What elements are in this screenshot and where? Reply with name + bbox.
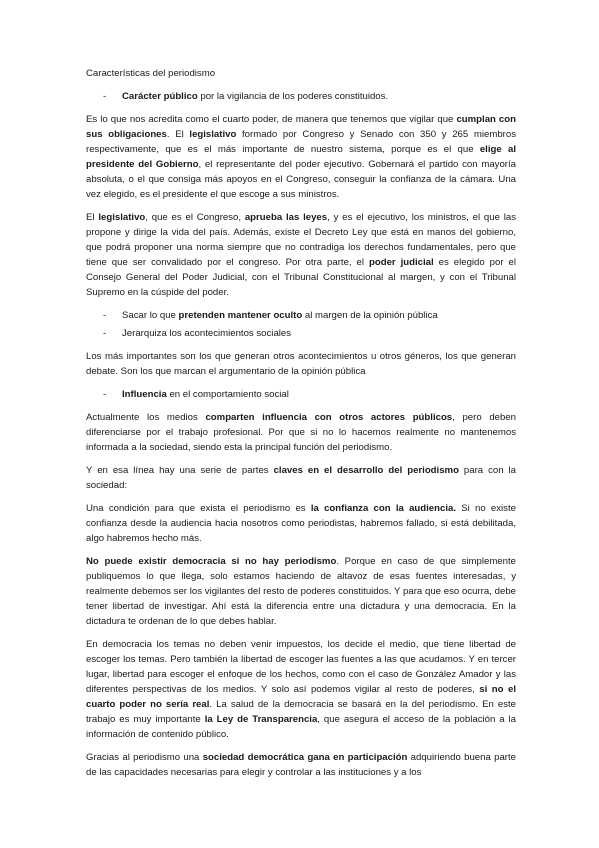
dash-bullet-icon: - [103, 389, 107, 400]
bullet-list-2 [86, 308, 516, 341]
paragraph-participacion: Gracias al periodismo una sociedad democrática gana en participación adquiriendo buena parte de las capacidades necesarias para elegir y controlar a las instituciones y a los [86, 752, 516, 778]
document-body [86, 66, 516, 788]
paragraph-cuarto-poder: Es lo que nos acredita como el cuarto poder, de manera que tenemos que vigilar que cumplan con sus obligaciones. El legislativo formado por Congreso y Senado con 350 y 265 miembros respectivamente, que es el más importante de nuestro sistema, porque es el que elige al presidente del Gobierno, el representante del poder ejecutivo. Gobernará el partido con mayoría absoluta, o el que consiga más apoyos en el Congreso, conseguir la confianza de la cámara. Una vez elegido, es el presidente el que escoge a sus ministros. [86, 114, 517, 200]
paragraph-influencia: Actualmente los medios comparten influencia con otros actores públicos, pero deben diferenciarse por el trabajo profesional. Por que si no lo hacemos realmente no mantenemos informada a la sociedad, siendo esta la principal función del periodismo. [86, 412, 516, 453]
dash-bullet-icon: - [103, 91, 107, 102]
section-heading: Características del periodismo [86, 68, 216, 79]
paragraph-legislativo: El legislativo, que es el Congreso, aprueba las leyes, y es el ejecutivo, los ministros, el que las propone y dirige la vida del país. Además, existe el Decreto Ley que está en manos del gobierno, que podrá proponer una norma siempre que no contradiga los derechos fundamentales, pero que tiene que ser convalidado por el congreso. Por otra parte, el poder judicial es elegido por el Consejo General del Poder Judicial, con el Tribunal Constitucional al margen, y con el Tribunal Supremo en la cúspide del poder. [86, 212, 516, 298]
list-item: - Jerarquiza los acontecimientos sociales [103, 328, 292, 339]
paragraph-claves: Y en esa línea hay una serie de partes claves en el desarrollo del periodismo para con la sociedad: [86, 465, 516, 491]
list-item: - Carácter público por la vigilancia de los poderes constituidos. [103, 91, 389, 102]
paragraph-confianza: Una condición para que exista el periodismo es la confianza con la audiencia. Si no existe confianza desde la audiencia hacia nosotros como periodistas, habremos fallado, si está debilitada, algo habremos hecho más. [86, 503, 516, 544]
dash-bullet-icon: - [103, 310, 107, 321]
dash-bullet-icon: - [103, 328, 107, 339]
list-item: - Influencia en el comportamiento social [103, 389, 289, 400]
list-item: - Sacar lo que pretenden mantener oculto al margen de la opinión pública [103, 310, 438, 321]
paragraph-libertad: En democracia los temas no deben venir impuestos, los decide el medio, que tiene libertad de escoger los temas. Pero también la libertad de escoger las fuentes a las que acudamos. Y en tercer lugar, libertad para escoger el enfoque de los hechos, como con el caso de González Amador y las diferentes perspectivas de los medios. Y solo así podemos vigilar al resto de poderes, si no el cuarto poder no sería real. La salud de la democracia se basará en la del periodismo. En este trabajo es muy importante la Ley de Transparencia, que asegura el acceso de la población a la información de contenido público. [86, 639, 517, 740]
paragraph-acontecimientos: Los más importantes son los que generan otros acontecimientos u otros géneros, los que generan debate. Son los que marcan el argumentario de la opinión pública [86, 351, 516, 377]
bullet-list-3 [86, 387, 516, 402]
bullet-list-1 [86, 89, 516, 104]
paragraph-democracia: No puede existir democracia si no hay periodismo. Porque en caso de que simplemente publiquemos lo que llega, solo estamos haciendo de altavoz de esas fuentes interesadas, y realmente debemos ser los vigilantes del resto de poderes constituidos. Y para que eso ocurra, debe tener libertad de investigar. Ahí está la diferencia entre una dictadura y una democracia. En la dictadura te ordenan de lo que debes hablar. [86, 556, 516, 627]
